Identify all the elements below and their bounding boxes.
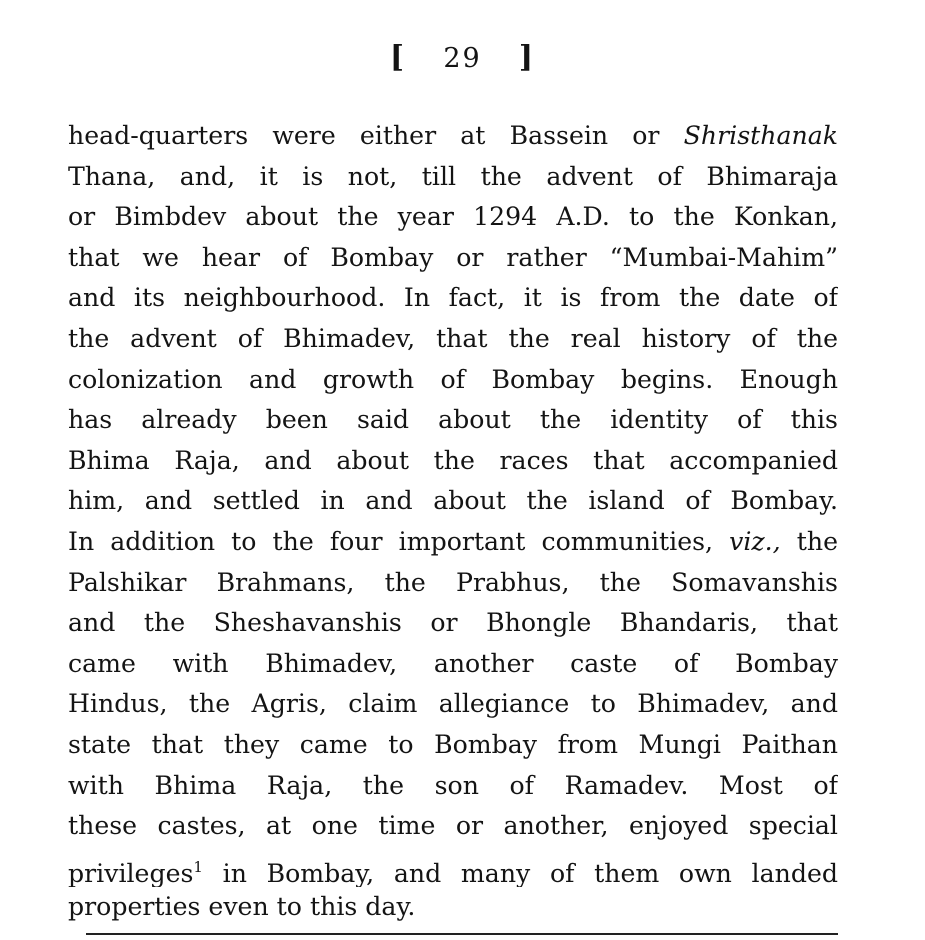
text-line: head-quarters were either at Bassein or Shristhanak	[68, 121, 838, 150]
page-header	[0, 40, 925, 75]
text-line: Palshikar Brahmans, the Prabhus, the Somavanshis	[68, 567, 838, 597]
text-line: state that they came to Bombay from Mungi Paithan	[68, 729, 838, 759]
text-line: Hindus, the Agris, claim allegiance to Bhimadev, and	[68, 689, 838, 719]
text-line: properties even to this day.	[68, 892, 416, 922]
text-line: or Bimbdev about the year 1294 A.D. to the Konkan,	[68, 202, 838, 232]
text-line: In addition to the four important communities, viz., the	[68, 526, 838, 556]
text-line: came with Bhimadev, another caste of Bombay	[68, 648, 838, 678]
text-line: Bhima Raja, and about the races that accompanied	[68, 445, 838, 475]
italic-word: viz.,	[729, 526, 781, 556]
footnote-marker: 1	[193, 857, 203, 876]
text-line: and the Sheshavanshis or Bhongle Bhandaris, that	[68, 608, 838, 638]
text-line: privileges$^1$ in Bombay, and many of them own landed	[68, 857, 838, 888]
text-line: colonization and growth of Bombay begins. Enough	[68, 364, 838, 394]
text-line: that we hear of Bombay or rather “Mumbai-Mahim”	[68, 242, 838, 272]
body-text	[68, 116, 838, 928]
footnote-rule	[86, 933, 838, 935]
text-line: these castes, at one time or another, enjoyed special	[68, 811, 838, 841]
left-bracket: [	[389, 40, 407, 75]
text-line: the advent of Bhimadev, that the real history of the	[68, 323, 838, 353]
text-line: and its neighbourhood. In fact, it is from the date of	[68, 283, 838, 313]
page-number: 29	[443, 43, 482, 74]
text-line: has already been said about the identity of this	[68, 405, 838, 435]
right-bracket: ]	[518, 40, 536, 75]
text-line: Thana, and, it is not, till the advent of Bhimaraja	[68, 161, 838, 191]
text-line: with Bhima Raja, the son of Ramadev. Most of	[68, 770, 838, 800]
italic-word: Shristhanak	[683, 121, 838, 150]
text-line: him, and settled in and about the island of Bombay.	[68, 486, 838, 516]
